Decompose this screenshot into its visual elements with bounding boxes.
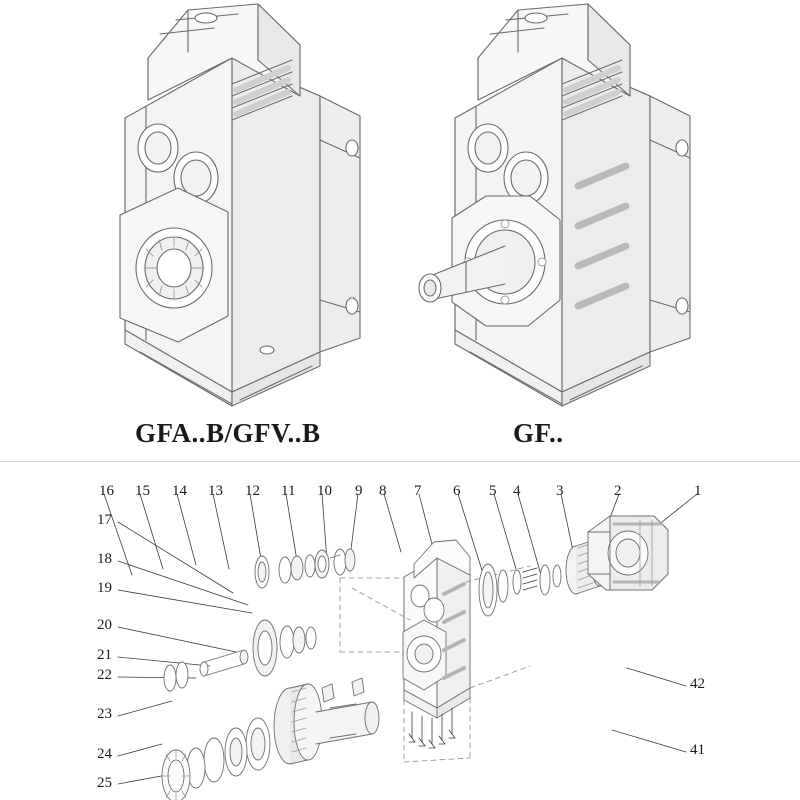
gear-unit-left <box>120 4 360 406</box>
callout-41: 41 <box>690 742 705 758</box>
callout-14: 14 <box>172 483 187 499</box>
callout-24: 24 <box>97 746 112 762</box>
callout-4: 4 <box>513 483 521 499</box>
callout-22: 22 <box>97 667 112 683</box>
callout-23: 23 <box>97 706 112 722</box>
exploded-view-panel <box>0 462 800 800</box>
callout-8: 8 <box>379 483 387 499</box>
gear-unit-right <box>419 4 690 406</box>
callout-17: 17 <box>97 512 112 528</box>
callout-6: 6 <box>453 483 461 499</box>
callout-3: 3 <box>556 483 564 499</box>
caption-left: GFA..B/GFV..B <box>135 418 321 448</box>
exploded-diagram <box>0 462 800 800</box>
callout-10: 10 <box>317 483 332 499</box>
callout-19: 19 <box>97 580 112 596</box>
callout-42: 42 <box>690 676 705 692</box>
callout-12: 12 <box>245 483 260 499</box>
callout-21: 21 <box>97 647 112 663</box>
callout-15: 15 <box>135 483 150 499</box>
caption-right: GF.. <box>513 418 564 448</box>
callout-13: 13 <box>208 483 223 499</box>
callout-5: 5 <box>489 483 497 499</box>
callout-1: 1 <box>694 483 702 499</box>
callout-16: 16 <box>99 483 114 499</box>
callout-11: 11 <box>281 483 296 499</box>
callout-2: 2 <box>614 483 622 499</box>
callout-20: 20 <box>97 617 112 633</box>
callout-7: 7 <box>414 483 422 499</box>
callout-25: 25 <box>97 775 112 791</box>
callout-18: 18 <box>97 551 112 567</box>
callout-9: 9 <box>355 483 363 499</box>
